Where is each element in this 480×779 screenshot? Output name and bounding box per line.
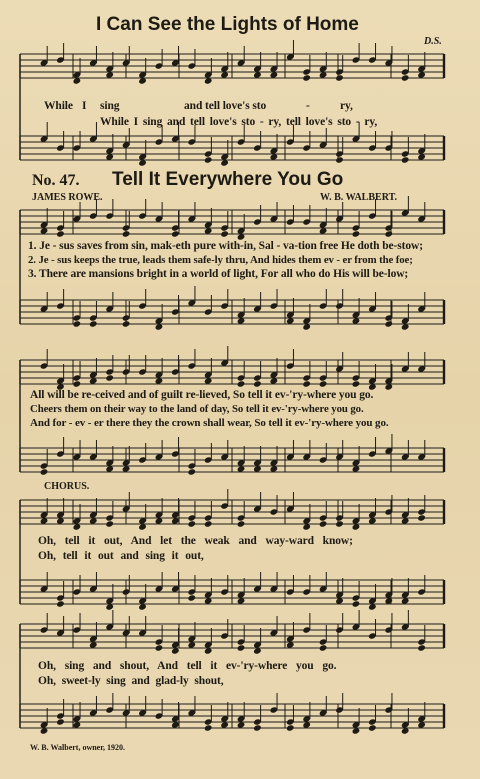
system-4-treble-note	[187, 520, 196, 527]
song1-lyric-word-2: I	[82, 100, 87, 112]
system-2-treble-note	[384, 230, 393, 237]
system-3-treble-note	[237, 380, 246, 387]
system-5-treble-note	[417, 644, 426, 651]
system-5-bass-note	[368, 724, 377, 731]
system-4-treble-note	[335, 520, 344, 527]
system-1-treble-note	[335, 74, 344, 81]
chorus-b-lower: Oh, sweet-ly sing and glad-ly shout,	[38, 675, 224, 687]
system-1-bass-note	[204, 156, 213, 163]
song1-lyric-word-4: and tell love's sto	[184, 100, 267, 112]
system-5-treble-note	[319, 644, 328, 651]
system-4-bass-note	[56, 600, 65, 607]
system-3-treble-note	[352, 380, 361, 387]
system-3-bass-note	[187, 468, 196, 475]
copyright-footer: W. B. Walbert, owner, 1920.	[30, 743, 126, 752]
system-1-bass-note	[335, 156, 344, 163]
verse-3-line-b: And for - ev - er there they the crown shall wear, So tell it ev-'ry-where you go.	[30, 417, 389, 429]
composer-credit: W. B. WALBERT.	[320, 192, 397, 203]
system-4-treble-note	[417, 514, 426, 521]
system-2-treble-note	[56, 230, 65, 237]
song2-title: Tell It Everywhere You Go	[112, 169, 344, 190]
system-5-bass-note	[56, 718, 65, 725]
chorus-a-lower: Oh, tell it out and sing it out,	[38, 550, 204, 562]
system-3-treble-note	[105, 374, 114, 381]
system-2-treble-note	[352, 230, 361, 237]
system-5-treble-note	[155, 644, 164, 651]
chorus-a-upper: Oh, tell it out, And let the weak and way-ward know;	[38, 535, 353, 547]
system-2-bass-note	[384, 320, 393, 327]
ds-marking: D.S.	[424, 36, 442, 47]
system-3-treble-note	[73, 380, 82, 387]
system-2-treble-note	[122, 230, 131, 237]
system-2-bass-note	[73, 320, 82, 327]
song1-lyric-word-1: While	[44, 100, 73, 112]
system-5-bass-note	[204, 724, 213, 731]
verse-3-line-a: 3. There are mansions bright in a world of light, For all who do His will be-low;	[28, 268, 409, 280]
author-credit: JAMES ROWE.	[32, 192, 103, 203]
chorus-b-upper: Oh, sing and shout, And tell it ev-'ry-where you go.	[38, 660, 337, 672]
song1-lyric-word-3: sing	[100, 100, 120, 112]
system-2-treble-note	[220, 230, 229, 237]
system-3-treble-note	[253, 380, 262, 387]
verse-2-line-b: Cheers them on their way to the land of day, So tell it ev-'ry-where you go.	[30, 403, 364, 415]
system-4-treble-note	[105, 520, 114, 527]
system-2-bass-note	[89, 320, 98, 327]
chorus-label: CHORUS.	[44, 481, 90, 492]
system-1-treble-note	[302, 74, 311, 81]
system-2-treble-note	[171, 230, 180, 237]
song1-lyric-word-5: -	[306, 100, 310, 112]
system-5-treble-note	[237, 644, 246, 651]
verse-1-line-a: 1. Je - sus saves from sin, mak-eth pure with-in, Sal - va-tion free He doth be-stow;	[28, 240, 423, 252]
system-4-treble-note	[319, 520, 328, 527]
system-4-bass-note	[352, 600, 361, 607]
system-5-bass-note	[286, 724, 295, 731]
system-1-bass-note	[401, 156, 410, 163]
system-4-bass-note	[187, 594, 196, 601]
system-3-bass-note	[40, 468, 49, 475]
system-4-treble-note	[204, 520, 213, 527]
hymn-number: No. 47.	[32, 172, 80, 189]
system-3-treble-note	[319, 380, 328, 387]
song1-lyric-lower: While I sing and tell love's sto - ry, tell love's sto - ry,	[100, 116, 378, 128]
verse-1-line-b: All will be re-ceived and of guilt re-lieved, So tell it ev-'ry-where you go.	[30, 389, 374, 401]
system-5-bass-note	[253, 724, 262, 731]
system-2-bass-note	[122, 320, 131, 327]
system-3-treble-note	[302, 380, 311, 387]
song1-lyric-word-6: ry,	[340, 100, 353, 112]
song1-title: I Can See the Lights of Home	[96, 14, 359, 35]
verse-2-line-a: 2. Je - sus keeps the true, leads them safe-ly thru, And hides them ev - er from the foe;	[28, 254, 413, 266]
system-1-treble-note	[401, 74, 410, 81]
system-4-treble-note	[237, 520, 246, 527]
